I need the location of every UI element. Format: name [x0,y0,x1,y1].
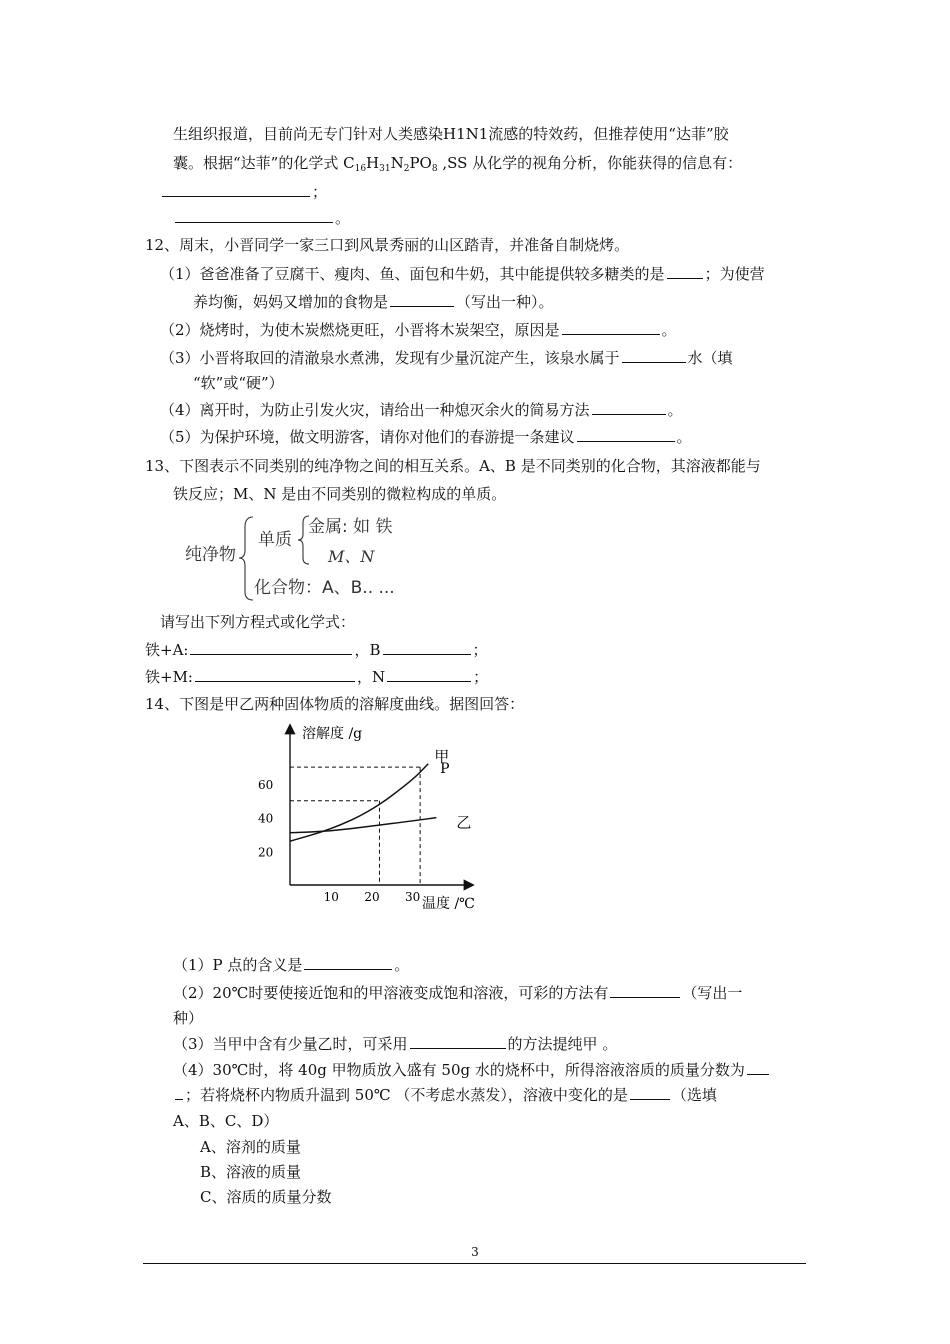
q12-p1-text: （1）爸爸准备了豆腐干、瘦肉、鱼、面包和牛奶，其中能提供较多糖类的是 [160,265,665,283]
y-tick-labels [258,778,273,859]
q14-p3-text-b: 的方法提纯甲 。 [507,1035,618,1053]
separator: ； [312,183,328,201]
q14-p1-text-b: 。 [394,956,410,974]
q14-p4-text-c: （选填 [671,1086,717,1104]
q11-line1: 生组织报道，目前尚无专门针对人类感染H1N1流感的特效药，但推荐使用“达菲”胶 [173,125,729,143]
answer-blank[interactable] [162,182,310,197]
answer-blank[interactable] [195,667,355,682]
q14-part4-options-hint: A、B、C、D） [173,1112,279,1130]
formula-n: N [390,154,404,172]
diagram-compound: 化合物：A、B.. ... [254,578,395,598]
x-tick-labels [324,890,421,904]
answer-blank[interactable] [747,1060,769,1075]
q12-part4 [160,400,683,420]
q14-option-c: C、溶质的质量分数 [200,1188,332,1206]
answer-blank[interactable] [562,320,660,335]
separator: 。 [335,209,351,227]
q12-p4-text-b: 。 [667,401,683,419]
q12-stem: 12、周末，小晋同学一家三口到风景秀丽的山区踏青，并准备自制烧烤。 [145,236,630,254]
answer-blank[interactable] [387,667,471,682]
q14-part2-cont: 种） [173,1009,204,1027]
point-p-label: P [440,761,450,778]
q13-eq-m [145,667,488,687]
q12-p1-text-b: ；为使营 [704,265,765,283]
formula-sub-c: 16 [354,164,367,174]
answer-blank[interactable] [592,400,666,415]
q12-p3-text-b: 水（填 [687,349,733,367]
fe-a-label: 铁+A: [145,641,189,659]
q14-p2-text-b: （写出一 [682,984,743,1002]
solubility-chart [250,718,520,918]
diagram-metal: 金属: 如 铁 [308,517,393,537]
q12-part1 [160,264,765,284]
formula-sub-n: 2 [403,164,410,174]
q14-p3-text: （3）当甲中含有少量乙时，可采用 [173,1035,408,1053]
formula-sub-o: 8 [431,164,438,174]
answer-blank[interactable] [577,427,675,442]
y-tick-label: 20 [258,845,274,860]
q12-p3-text: （3）小晋将取回的清澈泉水煮沸，发现有少量沉淀产生，该泉水属于 [160,349,620,367]
q14-part1 [173,955,409,975]
formula-sub-h: 31 [379,164,391,174]
q12-p1-text-d: （写出一种）。 [456,293,554,311]
diagram-mn: M、N [328,547,375,566]
q11-line2-pre: 囊。根据“达菲”的化学式 C [173,154,355,172]
q11-answer-2 [173,208,350,228]
q14-p2-text: （2）20℃时要使接近饱和的甲溶液变成饱和溶液，可彩的方法有 [173,984,609,1002]
q12-p4-text: （4）离开时，为防止引发火灾，请给出一种熄灭余火的简易方法 [160,401,590,419]
x-axis-label: 温度 /℃ [422,896,475,912]
q13-stem-2: 铁反应；M、N 是由不同类别的微粒构成的单质。 [173,485,507,503]
brace-outer [239,517,253,600]
series-curve-jia [290,764,428,841]
diagram-simple: 单质 [258,530,292,550]
q14-stem: 14、下图是甲乙两种固体物质的溶解度曲线。据图回答： [145,695,525,713]
q14-part4 [173,1060,771,1080]
formula-h: H [366,154,380,172]
answer-blank[interactable] [390,292,454,307]
q12-part1-cont [193,292,554,312]
answer-blank[interactable] [175,208,333,223]
q12-p2-text: （2）烧烤时，为使木炭燃烧更旺，小晋将木炭架空，原因是 [160,321,560,339]
reference-lines [290,767,420,885]
series-label-jia: 甲 [434,747,450,766]
answer-blank[interactable] [383,640,471,655]
y-tick-label: 40 [258,811,274,826]
answer-blank[interactable] [630,1085,670,1100]
n-label: ，N [356,668,386,686]
q12-p1-text-c: 养均衡，妈妈又增加的食物是 [193,293,389,311]
separator: ； [473,668,489,686]
answer-blank[interactable] [304,955,392,970]
answer-blank[interactable] [622,348,686,363]
answer-blank[interactable] [410,1034,506,1049]
x-tick-label: 30 [405,890,421,904]
q14-p4-text: （4）30℃时，将 40g 甲物质放入盛有 50g 水的烧杯中，所得溶液溶质的质量分数为 [173,1061,745,1079]
q14-part3 [173,1034,617,1054]
q12-p2-text-b: 。 [661,321,677,339]
page-number: 3 [471,1245,479,1259]
series-curve-yi [290,818,436,833]
q12-p5-text: （5）为保护环境，做文明游客，请你对他们的春游提一条建议 [160,428,575,446]
q11-line2 [173,153,742,173]
q12-part5 [160,427,692,447]
answer-blank[interactable] [667,264,703,279]
q13-instruction: 请写出下列方程式或化学式： [160,613,356,631]
q13-stem-1: 13、下图表示不同类别的纯净物之间的相互关系。A、B 是不同类别的化合物，其溶液都能与 [145,457,761,475]
q12-part2 [160,320,677,340]
series-label-yi: 乙 [456,813,472,832]
diagram-root: 纯净物 [185,545,236,565]
q11-line2-post: ,SS 从化学的视角分析，你能获得的信息有： [437,154,743,172]
curves [290,764,436,841]
q14-p1-text: （1）P 点的含义是 [173,956,303,974]
q14-option-b: B、溶液的质量 [200,1163,302,1181]
q14-option-a: A、溶剂的质量 [200,1138,301,1156]
formula-po: PO [409,154,432,172]
q12-part3-cont: “软”或“硬”） [193,374,284,392]
fe-m-label: 铁+M: [145,668,193,686]
footer-rule [143,1263,806,1264]
x-tick-label: 10 [323,890,339,904]
q14-p4-text-b: ；若将烧杯内物质升温到 50℃ （不考虑水蒸发），溶液中变化的是 [185,1086,628,1104]
q14-part4-cont [173,1085,717,1105]
answer-blank[interactable] [190,640,352,655]
q12-part3 [160,348,733,368]
q13-eq-a [145,640,488,660]
q12-p5-text-b: 。 [676,428,692,446]
separator: ； [472,641,488,659]
q11-answer-1 [160,182,327,202]
classification-diagram [180,512,440,604]
y-axis-label: 溶解度 /g [302,726,363,742]
x-tick-label: 20 [364,890,380,904]
y-tick-label: 60 [258,777,274,792]
answer-blank[interactable] [175,1085,183,1100]
b-label: ，B [354,641,381,659]
answer-blank[interactable] [610,983,680,998]
q14-part2 [173,983,742,1003]
